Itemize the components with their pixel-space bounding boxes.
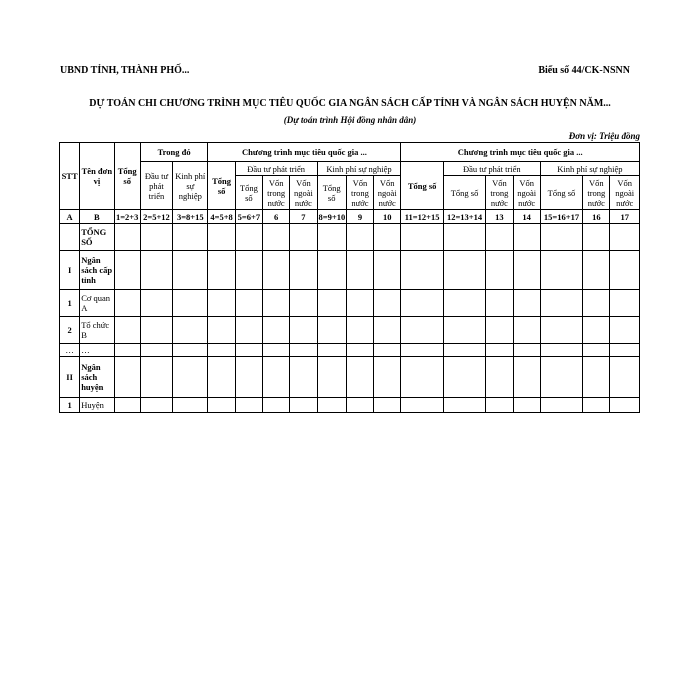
col-p2-dev-domestic: Vốn trong nước [486, 176, 513, 210]
budget-table [59, 142, 640, 413]
code-cell: B [80, 210, 114, 224]
code-cell: 4=5+8 [208, 210, 235, 224]
code-cell: 16 [583, 210, 610, 224]
row-name: Tổ chức B [80, 317, 114, 344]
col-p2-career-domestic: Vốn trong nước [583, 176, 610, 210]
table-row [60, 317, 640, 344]
table-row [60, 344, 640, 357]
table-row [60, 251, 640, 290]
table-row [60, 398, 640, 413]
code-cell: 7 [290, 210, 317, 224]
code-cell: 5=6+7 [235, 210, 262, 224]
form-number: Biểu số 44/CK-NSNN [538, 65, 630, 76]
col-total: Tổng số [114, 143, 140, 210]
row-name: TỔNG SỐ [80, 224, 114, 251]
col-p2-total: Tổng số [401, 162, 443, 210]
col-unit-name: Tên đơn vị [80, 143, 114, 210]
code-cell: 17 [610, 210, 640, 224]
row-stt: 2 [60, 317, 80, 344]
col-p2-career-total: Tổng số [540, 176, 582, 210]
col-p2-career-group: Kinh phí sự nghiệp [540, 162, 639, 176]
row-name: Ngân sách cấp tỉnh [80, 251, 114, 290]
code-cell: 11=12+15 [401, 210, 443, 224]
code-row [60, 210, 640, 224]
agency-header: UBND TỈNH, THÀNH PHỐ... [60, 65, 190, 76]
document-title: DỰ TOÁN CHI CHƯƠNG TRÌNH MỤC TIÊU QUỐC GIA NGÂN SÁCH CẤP TỈNH VÀ NGÂN SÁCH HUYỆN NĂM... [89, 98, 611, 109]
document-subtitle: (Dự toán trình Hội đồng nhân dân) [283, 115, 417, 125]
col-of-which: Trong đó [140, 143, 208, 162]
col-p1-dev-domestic: Vốn trong nước [263, 176, 290, 210]
code-cell: 12=13+14 [443, 210, 485, 224]
row-stt: I [60, 251, 80, 290]
code-cell: 13 [486, 210, 513, 224]
code-cell: 2=5+12 [140, 210, 172, 224]
code-cell: 3=8+15 [173, 210, 208, 224]
code-cell: 1=2+3 [115, 211, 139, 222]
code-cell: 14 [513, 210, 540, 224]
code-cell: 6 [263, 210, 290, 224]
col-p1-total: Tổng số [208, 162, 235, 210]
unit-label: Đơn vị: Triệu đồng [568, 131, 640, 141]
code-cell: A [60, 210, 80, 224]
col-stt: STT [60, 143, 80, 210]
row-name: … [80, 344, 114, 357]
row-name: Huyện [80, 398, 114, 413]
col-p1-career-foreign: Vốn ngoài nước [374, 176, 401, 210]
row-stt: 1 [60, 398, 80, 413]
col-career-funds: Kinh phí sự nghiệp [173, 162, 208, 210]
col-p1-career-total: Tổng số [317, 176, 346, 210]
code-cell: 8=9+10 [318, 211, 346, 222]
row-stt: II [60, 357, 80, 398]
col-p2-dev-total: Tổng số [443, 176, 485, 210]
row-stt: … [60, 344, 80, 357]
col-p2-career-foreign: Vốn ngoài nước [610, 176, 640, 210]
col-p2-dev-group: Đầu tư phát triển [443, 162, 540, 176]
col-p1-dev-foreign: Vốn ngoài nước [290, 176, 317, 210]
table-row [60, 224, 640, 251]
code-cell: 15=16+17 [540, 210, 582, 224]
code-cell: 10 [374, 210, 401, 224]
col-p2-dev-foreign: Vốn ngoài nước [513, 176, 540, 210]
col-program-2: Chương trình mục tiêu quốc gia ... [401, 143, 640, 162]
row-name: Cơ quan A [80, 290, 114, 317]
col-p1-dev-group: Đầu tư phát triển [235, 162, 317, 176]
col-dev-investment: Đầu tư phát triển [140, 162, 172, 210]
table-row [60, 357, 640, 398]
row-name: Ngân sách huyện [80, 357, 114, 398]
table-row [60, 290, 640, 317]
row-stt [60, 224, 80, 251]
row-stt: 1 [60, 290, 80, 317]
col-p1-dev-total: Tổng số [235, 176, 262, 210]
code-cell: 9 [346, 210, 373, 224]
col-p1-career-group: Kinh phí sự nghiệp [317, 162, 401, 176]
col-p1-career-domestic: Vốn trong nước [346, 176, 373, 210]
col-program-1: Chương trình mục tiêu quốc gia ... [208, 143, 401, 162]
